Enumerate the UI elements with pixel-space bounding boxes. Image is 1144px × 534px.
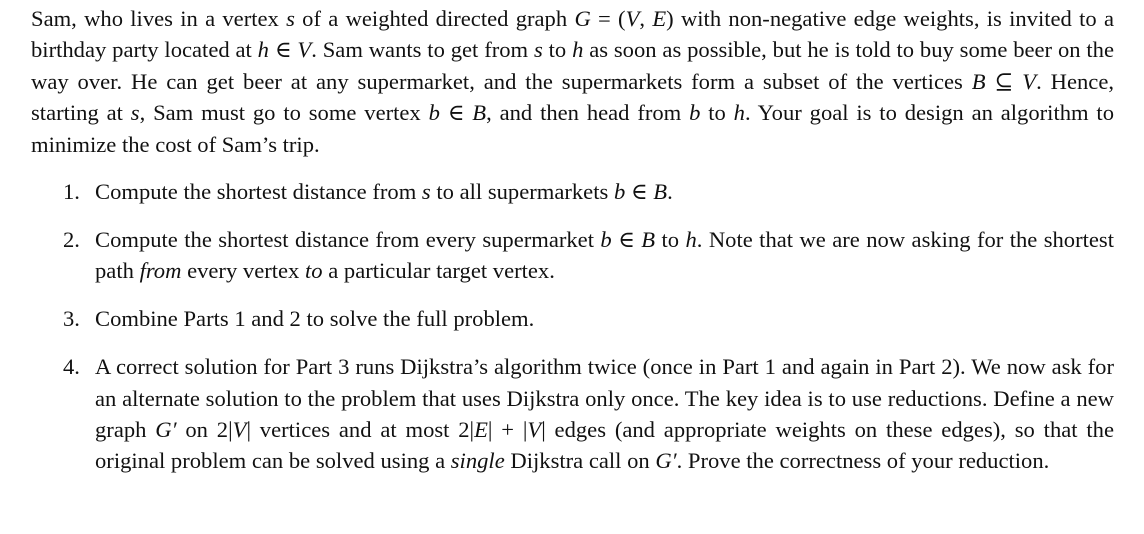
math-var: G <box>574 6 591 31</box>
text: ) with non-negative edge weights, is invited to a birthday party located at <box>31 6 1115 63</box>
text: ∈ <box>611 226 642 252</box>
math-var: s <box>130 100 140 126</box>
math-var: h <box>572 37 584 63</box>
part-text <box>95 224 1114 287</box>
text: of a weighted directed graph <box>294 6 575 31</box>
part-text <box>95 176 1114 207</box>
emphasis-text: from <box>139 258 182 284</box>
math-var: E <box>652 6 667 31</box>
text: to <box>655 226 686 252</box>
math-var: h <box>685 226 697 252</box>
math-var: s <box>286 6 295 31</box>
math-var: b <box>428 100 440 126</box>
math-var: V <box>527 416 542 442</box>
text: to all supermarkets <box>430 179 614 205</box>
math-var: G′ <box>655 448 677 474</box>
text: . Your goal is to design an algorithm to minimize the cost of Sam’s trip. <box>31 100 1115 157</box>
math-var: b <box>600 226 612 252</box>
list-number: 1. <box>63 179 80 205</box>
math-var: E <box>474 416 488 442</box>
text: , and then head from <box>486 100 690 126</box>
list-number: 2. <box>63 226 80 252</box>
text: . Prove the correctness of your reduction. <box>676 448 1050 474</box>
text: | edges (and appropriate weights on these edges), so that the original problem can be solved using a <box>95 416 1114 474</box>
list-number: 4. <box>63 354 80 380</box>
part-text <box>95 303 1114 334</box>
emphasis-text: to <box>305 258 323 284</box>
text: A correct solution for Part 3 runs Dijkstra’s algorithm twice (once in Part 1 and again in Part 2). We now ask for an alternate solution to the problem that uses Dijkstra only once. The key idea is to use reductions. Define a new graph <box>95 354 1114 442</box>
part-text <box>95 351 1114 477</box>
math-var: b <box>689 100 701 126</box>
math-var: b <box>613 179 626 205</box>
problem-parts-list <box>31 176 1114 477</box>
text: as soon as possible, but he is told to buy some beer on the way over. He can get beer at any supermarket, and the supermarkets form a subset of the vertices <box>31 37 1114 94</box>
text: to <box>700 100 734 126</box>
math-var: h <box>733 100 745 126</box>
part-2 <box>31 224 1114 287</box>
text: Dijkstra call on <box>504 448 656 474</box>
text: ∈ <box>268 37 298 63</box>
math-var: V <box>232 416 247 442</box>
text: Compute the shortest distance from <box>95 179 422 205</box>
math-var: V <box>625 6 640 31</box>
text: ∈ <box>439 100 473 126</box>
text: , <box>639 6 653 31</box>
math-var: B <box>971 68 986 94</box>
text: every vertex <box>181 258 305 284</box>
text: | vertices and at most 2| <box>246 416 475 442</box>
text: , Sam must go to some vertex <box>139 100 429 126</box>
part-3 <box>31 303 1114 334</box>
math-var: h <box>257 37 269 63</box>
emphasis-text: single <box>450 448 505 474</box>
text: = ( <box>590 6 626 31</box>
math-var: B <box>641 226 656 252</box>
text: on 2| <box>176 416 233 442</box>
math-var: s <box>533 37 543 63</box>
text: . Hence, starting at <box>31 68 1114 126</box>
math-var: s <box>421 179 431 205</box>
math-var: V <box>1022 68 1037 94</box>
text: a particular target vertex. <box>322 258 555 284</box>
text: ∈ <box>625 179 654 205</box>
text: . Sam wants to get from <box>311 37 534 63</box>
list-number: 3. <box>63 306 80 332</box>
part-4 <box>31 351 1114 477</box>
problem-statement <box>31 3 1114 160</box>
text: Sam, who lives in a vertex <box>31 6 287 31</box>
part-1 <box>31 176 1114 207</box>
math-var: V <box>297 37 312 63</box>
math-var: B <box>653 179 668 205</box>
text: . <box>667 179 673 205</box>
text: | + | <box>487 416 528 442</box>
text: Compute the shortest distance from every supermarket <box>95 226 601 252</box>
math-var: B <box>472 100 487 126</box>
text: Combine Parts 1 and 2 to solve the full problem. <box>95 306 535 332</box>
math-var: G′ <box>155 416 177 442</box>
text: . Note that we are now asking for the shortest path <box>95 226 1114 284</box>
problem-document <box>31 3 1114 493</box>
text: to <box>542 37 573 63</box>
text: ⊆ <box>985 68 1023 94</box>
